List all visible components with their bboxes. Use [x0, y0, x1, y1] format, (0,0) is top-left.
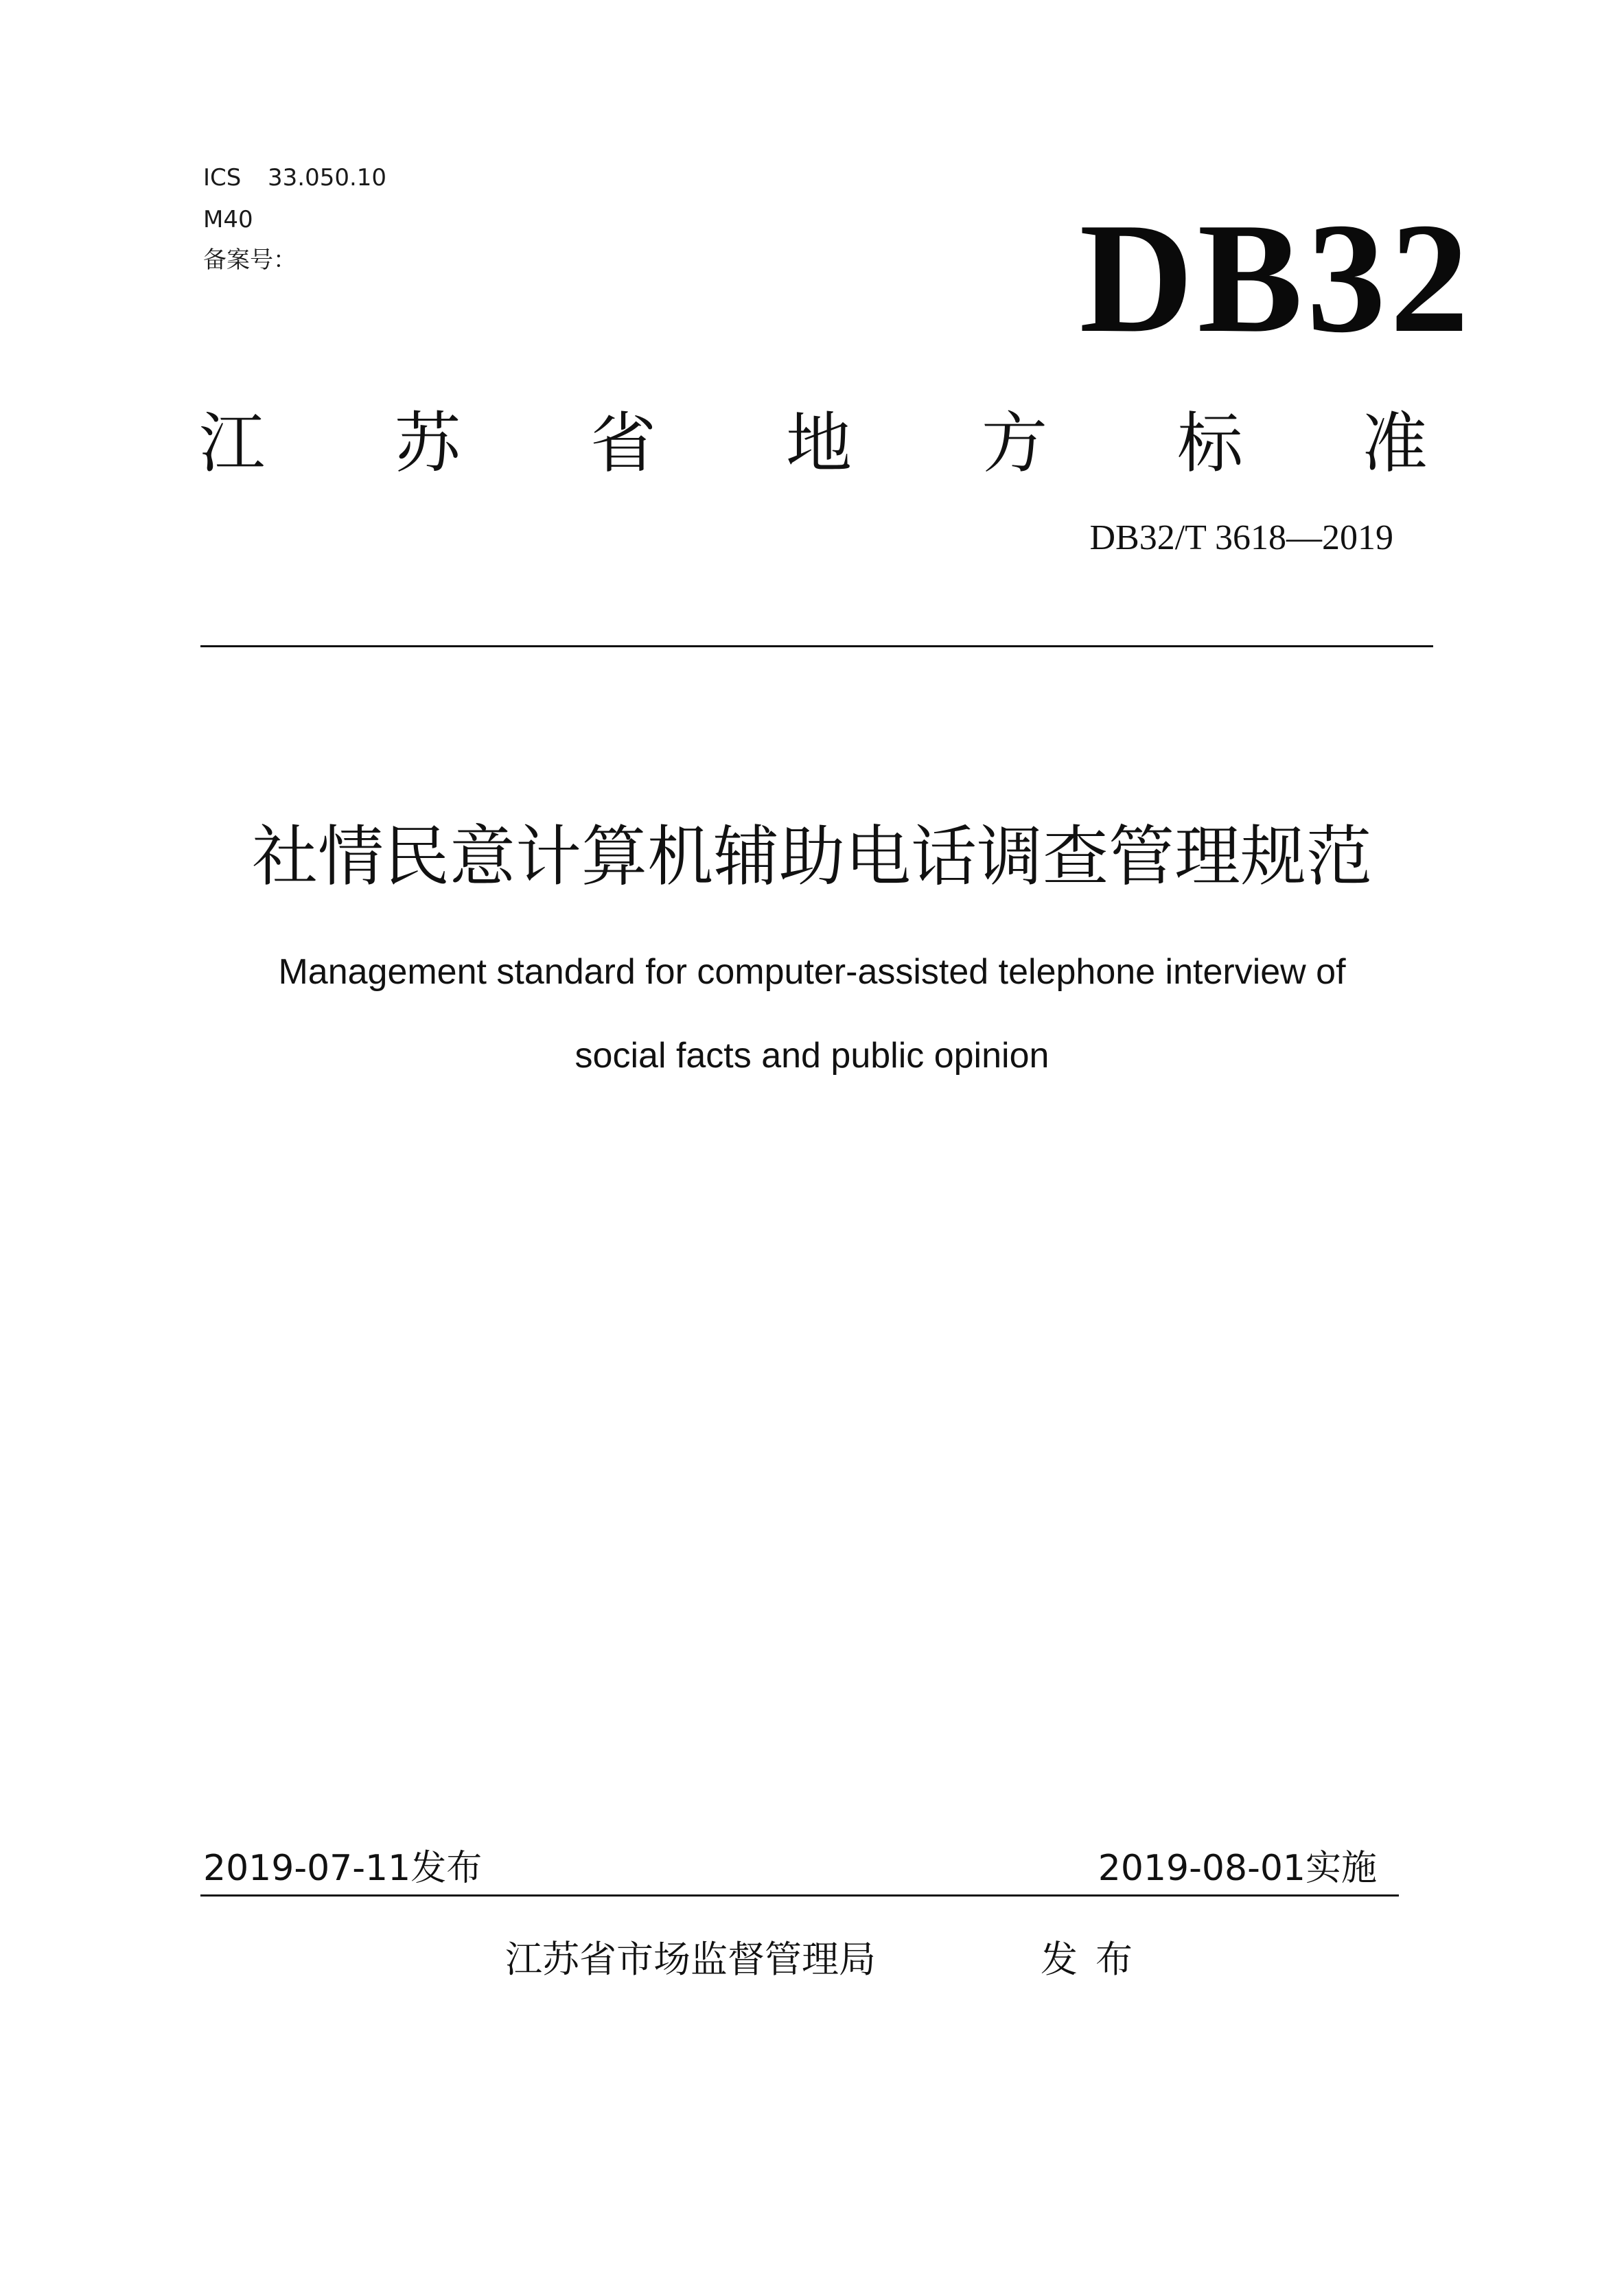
footer-divider — [200, 1894, 1399, 1897]
db32-logo: DB32 — [1079, 190, 1473, 365]
document-title-chinese: 社情民意计算机辅助电话调查管理规范 — [252, 818, 1372, 895]
standard-number: DB32/T 3618—2019 — [1089, 518, 1393, 557]
ics-label: ICS — [203, 164, 242, 192]
document-title-english-line-1: Management standard for computer-assisted telephone interview of — [278, 952, 1346, 992]
standard-type-char: 方 — [982, 405, 1047, 482]
header-divider — [200, 645, 1433, 647]
issue-date: 2019-07-11发布 — [203, 1848, 483, 1889]
standard-type-char: 江 — [199, 405, 265, 482]
standard-type-char: 标 — [1177, 405, 1243, 482]
ccs-code: M40 — [203, 206, 253, 233]
standard-type-char: 准 — [1362, 405, 1428, 482]
filing-number-label: 备案号： — [203, 246, 297, 274]
standard-type-heading — [199, 405, 1428, 493]
implementation-date: 2019-08-01实施 — [1098, 1848, 1377, 1889]
issuing-authority: 江苏省市场监督管理局 — [505, 1938, 876, 1981]
standard-type-char: 省 — [590, 405, 656, 482]
document-title-english-line-2: social facts and public opinion — [575, 1036, 1049, 1076]
ics-code: 33.050.10 — [268, 164, 387, 192]
standard-type-char: 苏 — [395, 405, 461, 482]
standard-type-char: 地 — [786, 405, 852, 482]
issue-action: 发布 — [1041, 1938, 1150, 1981]
